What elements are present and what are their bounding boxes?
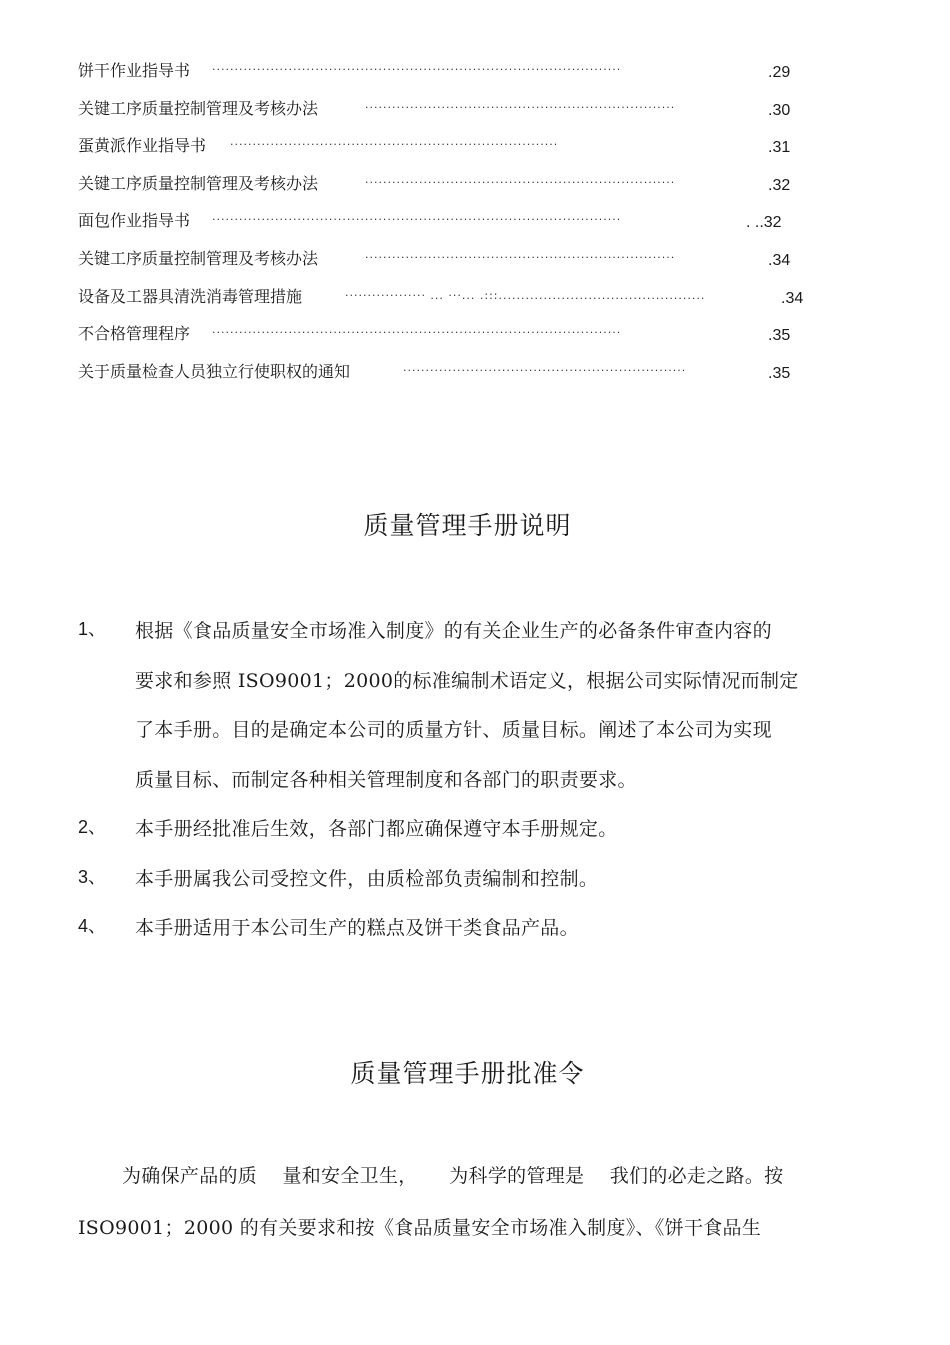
text-line: 要求和参照 ISO9001；2000的标准编制术语定义，根据公司实际情况而制定 (135, 669, 799, 692)
toc-leader: ·················· ... ···... .:::.............................................. (345, 288, 706, 302)
toc-entry-page: .31 (768, 139, 791, 157)
toc-entry-page: .29 (768, 64, 791, 81)
toc-leader: ········································································· (230, 138, 559, 152)
section-heading-manual-description: 质量管理手册说明 (363, 511, 572, 540)
text-line: 本手册属我公司受控文件，由质检部负责编制和控制。 (135, 867, 599, 890)
toc-leader: ··························································································· (212, 63, 622, 76)
toc-entry[interactable] (78, 323, 808, 361)
toc-entry-title: 关键工序质量控制管理及考核办法 (78, 173, 326, 195)
toc-leader: ····································································· (365, 250, 676, 264)
list-item (78, 607, 858, 805)
toc-entry[interactable] (78, 173, 808, 211)
toc-entry-page: .34 (781, 289, 804, 307)
toc-leader: ··························································································· (212, 326, 622, 340)
list-item-number: 2、 (78, 817, 107, 837)
text-line: 了本手册。目的是确定本公司的质量方针、质量目标。阐述了本公司为实现 (135, 719, 772, 741)
list-item-text (135, 805, 858, 855)
toc-entry[interactable] (78, 361, 808, 399)
toc-entry-title: 设备及工器具清洗消毒管理措施 (78, 286, 310, 308)
list-item (78, 805, 858, 855)
toc-leader: ····································································· (365, 100, 676, 114)
list-item (78, 904, 858, 954)
approval-paragraph (78, 1150, 858, 1254)
text-line: 根据《食品质量安全市场准入制度》的有关企业生产的必备条件审查内容的 (135, 620, 772, 642)
text-line: 为确保产品的质 量和安全卫生， 为科学的管理是 我们的必走之路。按 (122, 1165, 784, 1187)
toc-entry-page: .35 (768, 327, 791, 345)
toc-leader: ··························································································· (212, 213, 622, 227)
text-line: 质量目标、而制定各种相关管理制度和各部门的职责要求。 (135, 768, 637, 791)
toc-entry[interactable] (78, 248, 808, 286)
toc-entry[interactable] (78, 286, 808, 324)
toc-entry-title: 饼干作业指导书 (78, 60, 198, 82)
toc-entry[interactable] (78, 60, 808, 98)
list-item-number: 1、 (78, 619, 107, 639)
toc-leader: ····································································· (365, 175, 676, 189)
table-of-contents (78, 60, 808, 398)
list-item-text (135, 607, 858, 805)
toc-entry-page: .30 (768, 101, 791, 119)
toc-entry-page: .35 (768, 364, 791, 382)
toc-entry-title: 不合格管理程序 (78, 323, 198, 345)
toc-entry[interactable] (78, 135, 808, 173)
toc-entry-title: 关于质量检查人员独立行使职权的通知 (78, 361, 358, 383)
list-item-text (135, 904, 858, 954)
list-item-text (135, 855, 858, 905)
toc-entry-page: .34 (768, 251, 791, 269)
list-item (78, 855, 858, 905)
toc-entry-title: 蛋黄派作业指导书 (78, 135, 214, 157)
text-line: 本手册经批准后生效，各部门都应确保遵守本手册规定。 (135, 818, 618, 840)
list-item-number: 3、 (78, 866, 107, 887)
toc-entry[interactable] (78, 98, 808, 136)
toc-entry-title: 面包作业指导书 (78, 210, 198, 232)
toc-entry-title: 关键工序质量控制管理及考核办法 (78, 248, 326, 270)
toc-entry-page: .32 (768, 176, 791, 194)
toc-leader: ······························································· (403, 363, 687, 377)
text-line: 本手册适用于本公司生产的糕点及饼干类食品产品。 (135, 917, 579, 939)
section-heading-approval-order: 质量管理手册批准令 (350, 1059, 585, 1088)
text-line: ISO9001；2000 的有关要求和按《食品质量安全市场准入制度》、《饼干食品生 (78, 1217, 762, 1239)
toc-entry[interactable] (78, 210, 808, 248)
toc-entry-page: . ..32 (746, 214, 782, 232)
list-item-number: 4、 (78, 916, 107, 936)
toc-entry-title: 关键工序质量控制管理及考核办法 (78, 98, 326, 120)
numbered-list (78, 607, 858, 954)
